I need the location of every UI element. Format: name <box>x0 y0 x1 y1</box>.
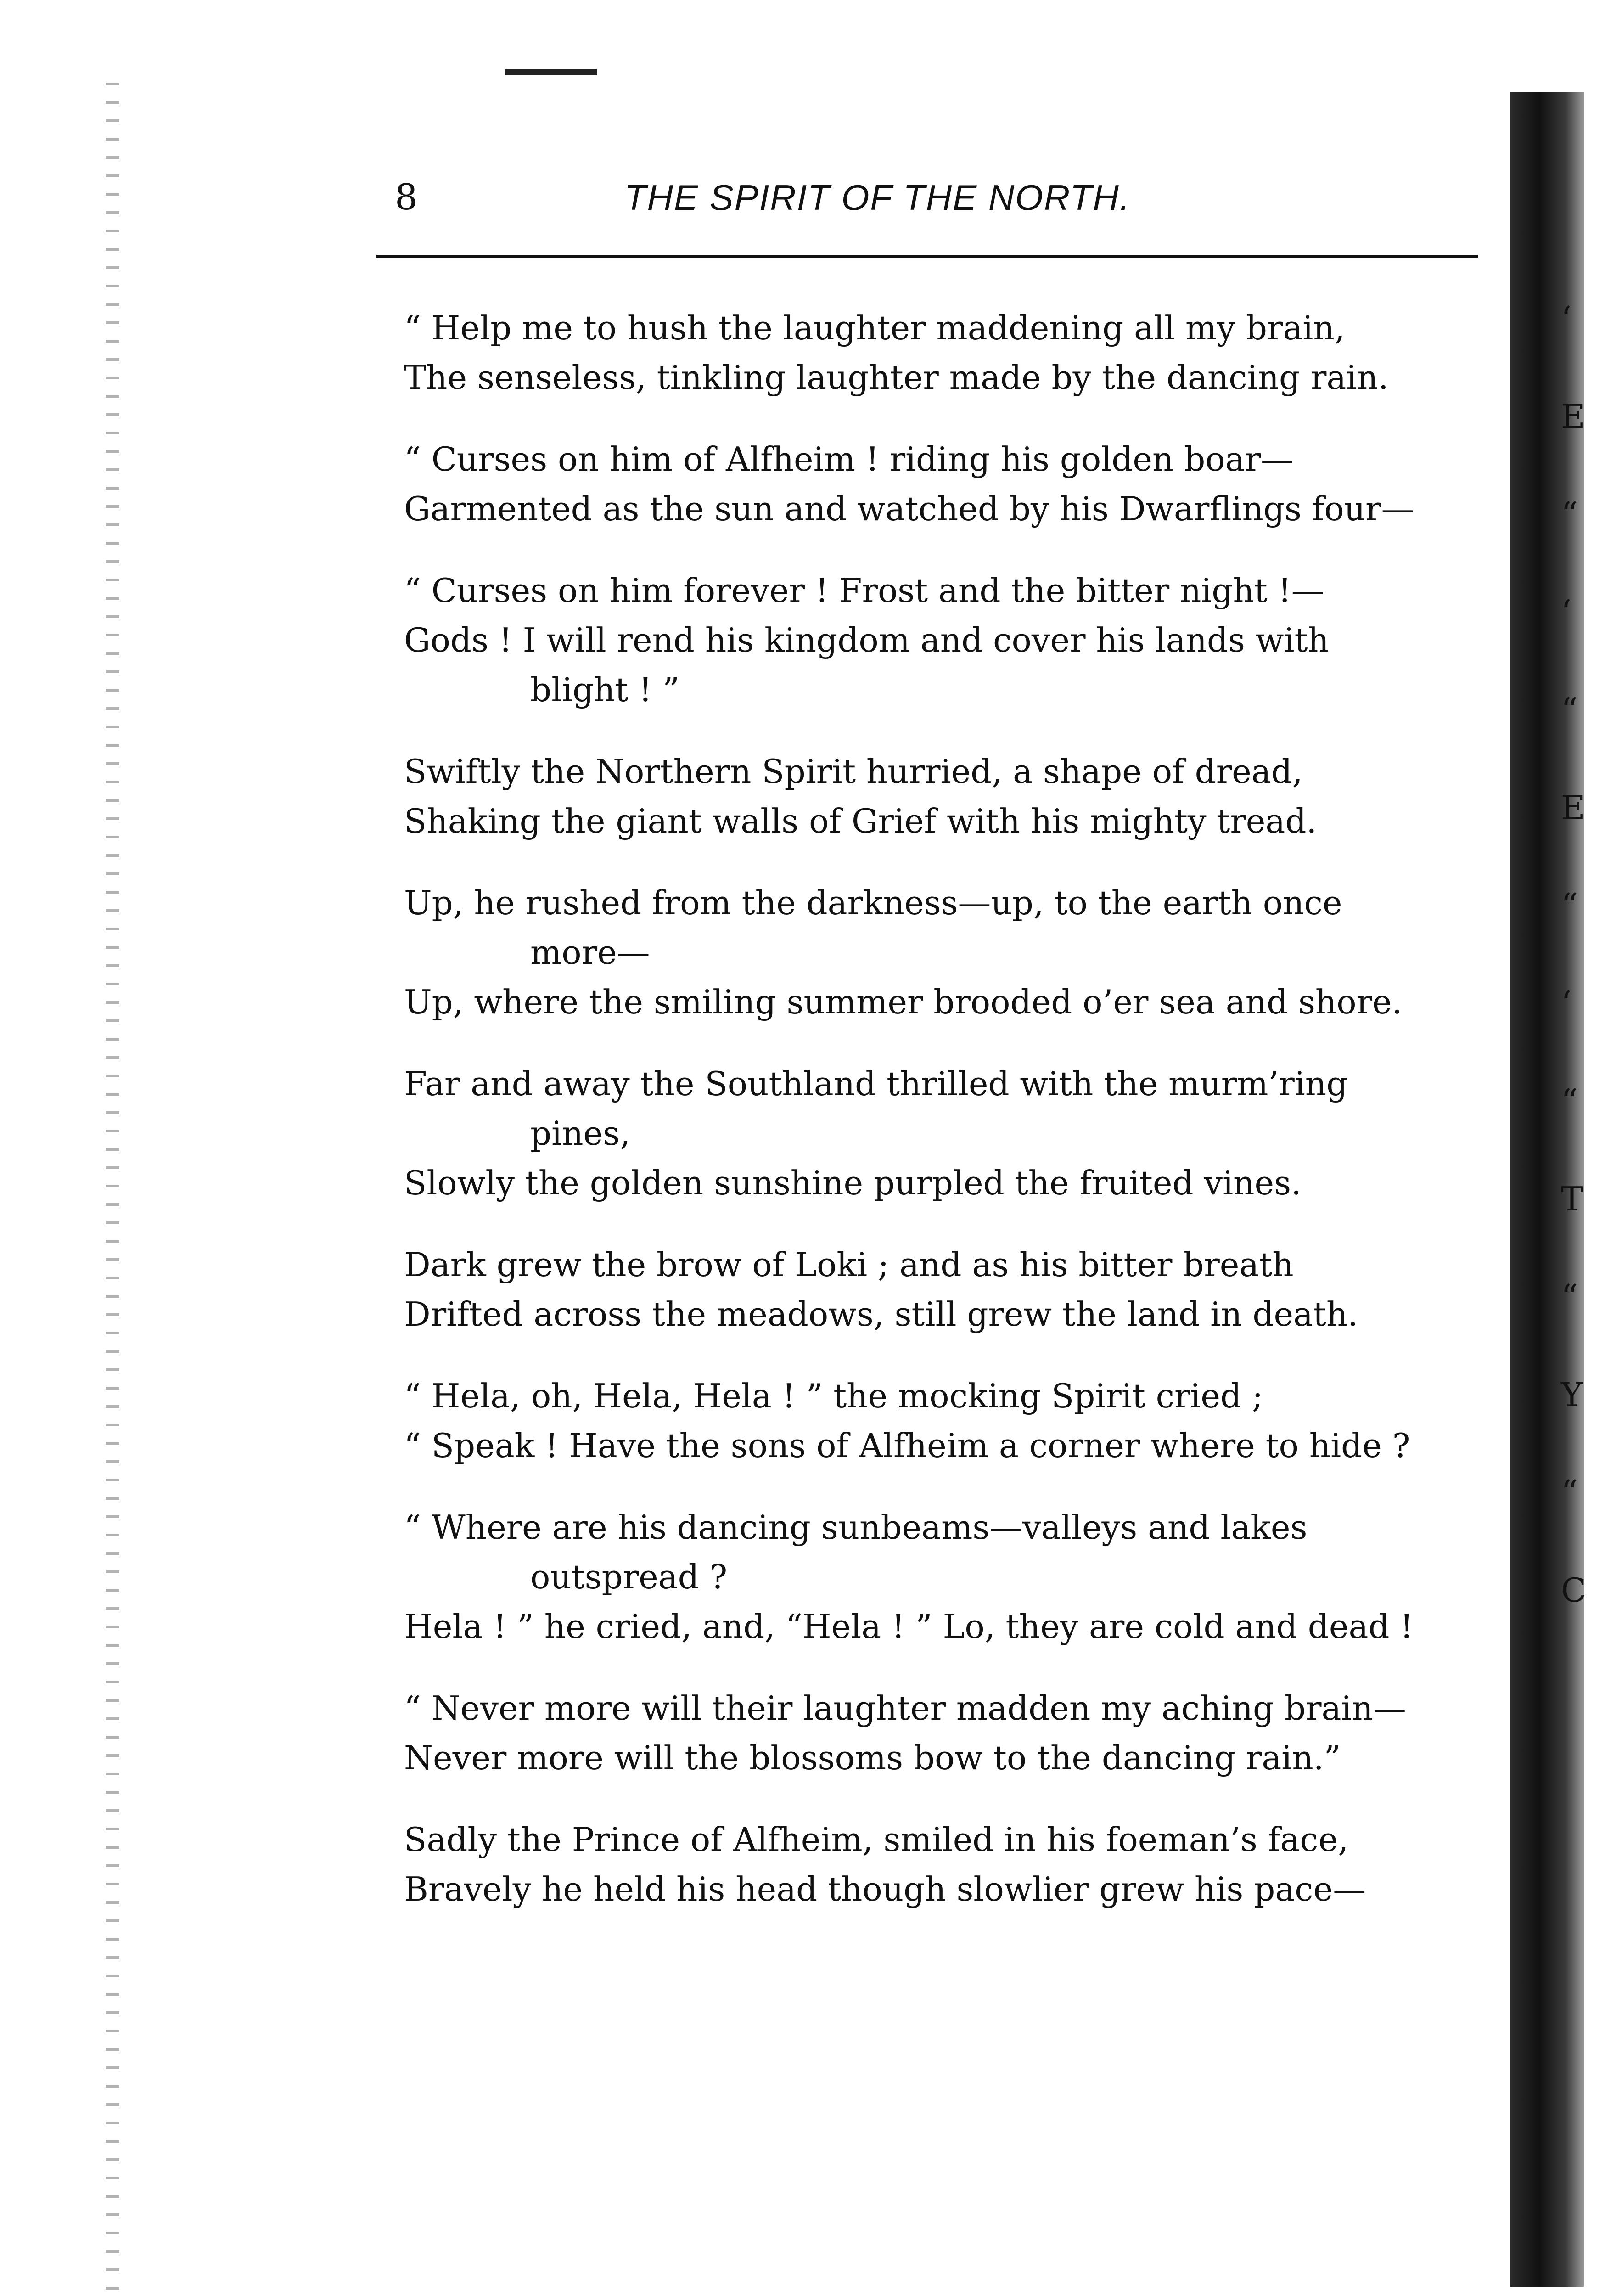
poem-line: more— <box>530 933 650 972</box>
poem-line: Sadly the Prince of Alfheim, smiled in his foeman’s face, <box>404 1820 1349 1859</box>
edge-glyph: ‘ <box>1561 984 1571 1023</box>
page-left-edge <box>106 83 119 2296</box>
edge-glyph: ‘ <box>1561 299 1571 338</box>
edge-glyph: ‘ <box>1561 593 1571 631</box>
poem-line: Dark grew the brow of Loki ; and as his bitter breath <box>404 1245 1294 1284</box>
poem-line: The senseless, tinkling laughter made by the dancing rain. <box>404 358 1389 397</box>
edge-glyph: “ <box>1561 886 1578 925</box>
poem-line: Far and away the Southland thrilled with the murm’ring <box>404 1064 1348 1103</box>
stanza <box>404 747 1487 846</box>
page-number: 8 <box>395 177 418 218</box>
poem-line: Bravely he held his head though slowlier grew his pace— <box>404 1870 1366 1908</box>
poem-line: pines, <box>530 1114 630 1153</box>
header-rule <box>376 255 1478 258</box>
stanza <box>404 1371 1487 1470</box>
poem-line: “ Where are his dancing sunbeams—valleys and lakes <box>404 1508 1308 1547</box>
edge-glyph: “ <box>1561 495 1578 534</box>
poem-line: “ Curses on him of Alfheim ! riding his golden boar— <box>404 440 1294 478</box>
stanza <box>404 1059 1487 1208</box>
scan-mark-top <box>505 69 597 75</box>
stanza <box>404 878 1487 1027</box>
stanza <box>404 1815 1487 1914</box>
poem-line: Never more will the blossoms bow to the dancing rain.” <box>404 1739 1341 1777</box>
stanza <box>404 1240 1487 1339</box>
edge-glyph: T <box>1561 1180 1583 1218</box>
stanza <box>404 566 1487 715</box>
poem-line: “ Never more will their laughter madden my aching brain— <box>404 1689 1406 1728</box>
edge-glyph: E <box>1561 788 1585 827</box>
poem-line: Gods ! I will rend his kingdom and cover his lands with <box>404 621 1329 659</box>
poem-line: blight ! ” <box>530 670 680 709</box>
edge-glyph: Y <box>1561 1375 1583 1414</box>
edge-glyph: C <box>1561 1571 1587 1609</box>
edge-glyph: “ <box>1561 1277 1578 1316</box>
edge-glyph: “ <box>1561 1082 1578 1120</box>
poem-line: “ Hela, oh, Hela, Hela ! ” the mocking Spirit cried ; <box>404 1377 1263 1415</box>
next-page-edge-text <box>1561 294 1605 1663</box>
poem-body <box>404 303 1487 1946</box>
stanza <box>404 303 1487 402</box>
poem-line: Slowly the golden sunshine purpled the fruited vines. <box>404 1164 1302 1202</box>
poem-line: Up, he rushed from the darkness—up, to the earth once <box>404 884 1342 922</box>
poem-line: “ Curses on him forever ! Frost and the bitter night !— <box>404 571 1324 610</box>
poem-line: “ Speak ! Have the sons of Alfheim a corner where to hide ? <box>404 1426 1410 1465</box>
stanza <box>404 1683 1487 1783</box>
stanza <box>404 434 1487 534</box>
stanza <box>404 1503 1487 1651</box>
edge-glyph: E <box>1561 397 1585 436</box>
poem-line: Garmented as the sun and watched by his Dwarflings four— <box>404 490 1414 528</box>
running-title: THE SPIRIT OF THE NORTH. <box>624 177 1131 218</box>
poem-line: Shaking the giant walls of Grief with his mighty tread. <box>404 802 1317 840</box>
poem-line: outspread ? <box>530 1558 728 1596</box>
poem-line: Drifted across the meadows, still grew the land in death. <box>404 1295 1358 1334</box>
edge-glyph: “ <box>1561 1473 1578 1512</box>
edge-glyph: “ <box>1561 691 1578 729</box>
poem-line: Hela ! ” he cried, and, “Hela ! ” Lo, they are cold and dead ! <box>404 1607 1414 1646</box>
poem-line: “ Help me to hush the laughter maddening all my brain, <box>404 309 1345 347</box>
poem-line: Swiftly the Northern Spirit hurried, a shape of dread, <box>404 752 1303 791</box>
poem-line: Up, where the smiling summer brooded o’er sea and shore. <box>404 983 1403 1021</box>
